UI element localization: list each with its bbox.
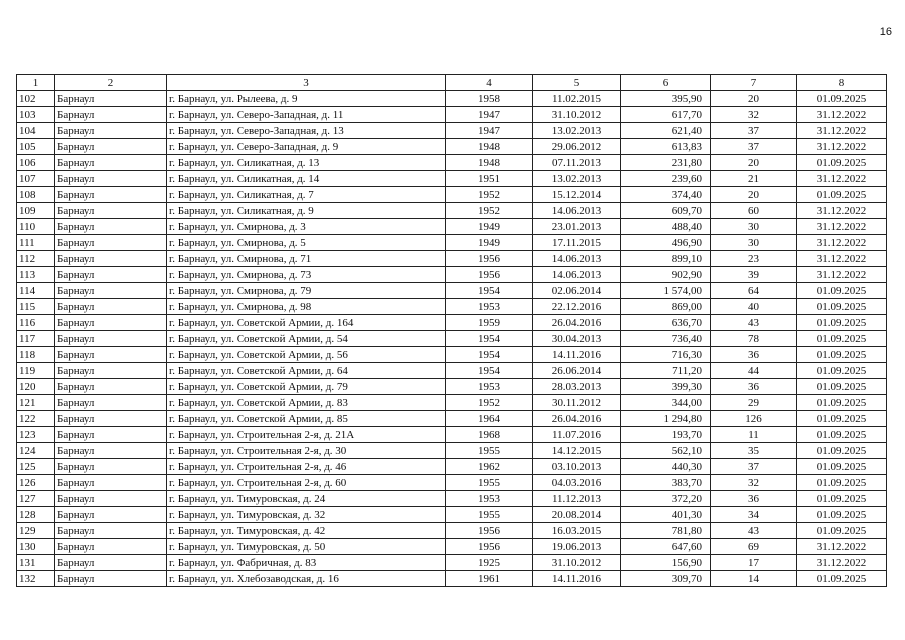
year-built-cell: 1955 (446, 443, 533, 459)
row-number-cell: 109 (17, 203, 55, 219)
date-cell: 30.11.2012 (533, 395, 621, 411)
count-cell: 17 (711, 555, 797, 571)
row-number-cell: 120 (17, 379, 55, 395)
row-number-cell: 104 (17, 123, 55, 139)
area-cell: 902,90 (621, 267, 711, 283)
area-cell: 711,20 (621, 363, 711, 379)
year-built-cell: 1962 (446, 459, 533, 475)
row-number-cell: 105 (17, 139, 55, 155)
address-cell: г. Барнаул, ул. Советской Армии, д. 164 (167, 315, 446, 331)
area-cell: 647,60 (621, 539, 711, 555)
address-cell: г. Барнаул, ул. Смирнова, д. 71 (167, 251, 446, 267)
table-row (17, 411, 887, 427)
date-cell: 11.12.2013 (533, 491, 621, 507)
row-number-cell: 110 (17, 219, 55, 235)
table-row (17, 91, 887, 107)
row-number-cell: 116 (17, 315, 55, 331)
date-cell: 15.12.2014 (533, 187, 621, 203)
count-cell: 36 (711, 347, 797, 363)
row-number-cell: 131 (17, 555, 55, 571)
count-cell: 30 (711, 219, 797, 235)
city-cell: Барнаул (55, 491, 167, 507)
year-built-cell: 1953 (446, 299, 533, 315)
table-row (17, 539, 887, 555)
address-cell: г. Барнаул, ул. Советской Армии, д. 56 (167, 347, 446, 363)
area-cell: 1 294,80 (621, 411, 711, 427)
year-built-cell: 1953 (446, 379, 533, 395)
year-built-cell: 1956 (446, 267, 533, 283)
year-built-cell: 1968 (446, 427, 533, 443)
row-number-cell: 132 (17, 571, 55, 587)
area-cell: 899,10 (621, 251, 711, 267)
area-cell: 440,30 (621, 459, 711, 475)
table-row (17, 363, 887, 379)
row-number-cell: 121 (17, 395, 55, 411)
table-row (17, 155, 887, 171)
city-cell: Барнаул (55, 219, 167, 235)
city-cell: Барнаул (55, 395, 167, 411)
count-cell: 39 (711, 267, 797, 283)
year-built-cell: 1949 (446, 235, 533, 251)
year-built-cell: 1925 (446, 555, 533, 571)
date-cell: 28.03.2013 (533, 379, 621, 395)
address-cell: г. Барнаул, ул. Тимуровская, д. 24 (167, 491, 446, 507)
deadline-cell: 01.09.2025 (797, 331, 887, 347)
address-cell: г. Барнаул, ул. Смирнова, д. 5 (167, 235, 446, 251)
table-header-row (17, 75, 887, 91)
housing-registry-table (16, 74, 887, 587)
address-cell: г. Барнаул, ул. Смирнова, д. 98 (167, 299, 446, 315)
count-cell: 23 (711, 251, 797, 267)
address-cell: г. Барнаул, ул. Смирнова, д. 3 (167, 219, 446, 235)
year-built-cell: 1955 (446, 507, 533, 523)
city-cell: Барнаул (55, 235, 167, 251)
count-cell: 44 (711, 363, 797, 379)
area-cell: 781,80 (621, 523, 711, 539)
year-built-cell: 1961 (446, 571, 533, 587)
city-cell: Барнаул (55, 171, 167, 187)
address-cell: г. Барнаул, ул. Советской Армии, д. 54 (167, 331, 446, 347)
area-cell: 1 574,00 (621, 283, 711, 299)
date-cell: 07.11.2013 (533, 155, 621, 171)
count-cell: 21 (711, 171, 797, 187)
address-cell: г. Барнаул, ул. Строительная 2-я, д. 46 (167, 459, 446, 475)
address-cell: г. Барнаул, ул. Советской Армии, д. 83 (167, 395, 446, 411)
address-cell: г. Барнаул, ул. Тимуровская, д. 50 (167, 539, 446, 555)
count-cell: 69 (711, 539, 797, 555)
deadline-cell: 01.09.2025 (797, 379, 887, 395)
count-cell: 20 (711, 91, 797, 107)
count-cell: 20 (711, 187, 797, 203)
count-cell: 37 (711, 139, 797, 155)
table-row (17, 459, 887, 475)
row-number-cell: 118 (17, 347, 55, 363)
city-cell: Барнаул (55, 267, 167, 283)
area-cell: 869,00 (621, 299, 711, 315)
year-built-cell: 1949 (446, 219, 533, 235)
year-built-cell: 1954 (446, 331, 533, 347)
year-built-cell: 1959 (446, 315, 533, 331)
count-cell: 43 (711, 315, 797, 331)
date-cell: 11.07.2016 (533, 427, 621, 443)
date-cell: 14.06.2013 (533, 251, 621, 267)
table-row (17, 395, 887, 411)
year-built-cell: 1956 (446, 539, 533, 555)
table-row (17, 347, 887, 363)
table-row (17, 235, 887, 251)
column-header: 8 (797, 75, 887, 91)
table-row (17, 443, 887, 459)
area-cell: 609,70 (621, 203, 711, 219)
city-cell: Барнаул (55, 155, 167, 171)
date-cell: 14.11.2016 (533, 347, 621, 363)
column-header: 3 (167, 75, 446, 91)
count-cell: 20 (711, 155, 797, 171)
city-cell: Барнаул (55, 571, 167, 587)
count-cell: 126 (711, 411, 797, 427)
deadline-cell: 31.12.2022 (797, 219, 887, 235)
address-cell: г. Барнаул, ул. Тимуровская, д. 42 (167, 523, 446, 539)
deadline-cell: 31.12.2022 (797, 139, 887, 155)
city-cell: Барнаул (55, 443, 167, 459)
city-cell: Барнаул (55, 299, 167, 315)
year-built-cell: 1948 (446, 155, 533, 171)
count-cell: 60 (711, 203, 797, 219)
column-header: 5 (533, 75, 621, 91)
date-cell: 26.04.2016 (533, 411, 621, 427)
row-number-cell: 112 (17, 251, 55, 267)
date-cell: 31.10.2012 (533, 555, 621, 571)
city-cell: Барнаул (55, 507, 167, 523)
area-cell: 156,90 (621, 555, 711, 571)
area-cell: 617,70 (621, 107, 711, 123)
year-built-cell: 1954 (446, 347, 533, 363)
table-row (17, 507, 887, 523)
city-cell: Барнаул (55, 459, 167, 475)
year-built-cell: 1947 (446, 123, 533, 139)
area-cell: 231,80 (621, 155, 711, 171)
area-cell: 399,30 (621, 379, 711, 395)
row-number-cell: 108 (17, 187, 55, 203)
city-cell: Барнаул (55, 139, 167, 155)
count-cell: 32 (711, 475, 797, 491)
address-cell: г. Барнаул, ул. Силикатная, д. 14 (167, 171, 446, 187)
table-row (17, 139, 887, 155)
row-number-cell: 107 (17, 171, 55, 187)
row-number-cell: 129 (17, 523, 55, 539)
count-cell: 43 (711, 523, 797, 539)
deadline-cell: 01.09.2025 (797, 475, 887, 491)
area-cell: 344,00 (621, 395, 711, 411)
date-cell: 30.04.2013 (533, 331, 621, 347)
deadline-cell: 01.09.2025 (797, 427, 887, 443)
date-cell: 13.02.2013 (533, 123, 621, 139)
count-cell: 35 (711, 443, 797, 459)
deadline-cell: 31.12.2022 (797, 235, 887, 251)
year-built-cell: 1958 (446, 91, 533, 107)
row-number-cell: 111 (17, 235, 55, 251)
table-row (17, 315, 887, 331)
count-cell: 37 (711, 123, 797, 139)
year-built-cell: 1952 (446, 395, 533, 411)
row-number-cell: 103 (17, 107, 55, 123)
area-cell: 374,40 (621, 187, 711, 203)
address-cell: г. Барнаул, ул. Силикатная, д. 7 (167, 187, 446, 203)
area-cell: 562,10 (621, 443, 711, 459)
count-cell: 11 (711, 427, 797, 443)
deadline-cell: 01.09.2025 (797, 443, 887, 459)
deadline-cell: 01.09.2025 (797, 155, 887, 171)
date-cell: 17.11.2015 (533, 235, 621, 251)
date-cell: 22.12.2016 (533, 299, 621, 315)
address-cell: г. Барнаул, ул. Тимуровская, д. 32 (167, 507, 446, 523)
count-cell: 36 (711, 491, 797, 507)
date-cell: 16.03.2015 (533, 523, 621, 539)
date-cell: 03.10.2013 (533, 459, 621, 475)
address-cell: г. Барнаул, ул. Строительная 2-я, д. 60 (167, 475, 446, 491)
deadline-cell: 01.09.2025 (797, 507, 887, 523)
address-cell: г. Барнаул, ул. Рылеева, д. 9 (167, 91, 446, 107)
count-cell: 78 (711, 331, 797, 347)
row-number-cell: 127 (17, 491, 55, 507)
table-row (17, 219, 887, 235)
table-row (17, 523, 887, 539)
year-built-cell: 1955 (446, 475, 533, 491)
deadline-cell: 31.12.2022 (797, 251, 887, 267)
row-number-cell: 102 (17, 91, 55, 107)
address-cell: г. Барнаул, ул. Фабричная, д. 83 (167, 555, 446, 571)
table-row (17, 203, 887, 219)
date-cell: 29.06.2012 (533, 139, 621, 155)
area-cell: 372,20 (621, 491, 711, 507)
deadline-cell: 31.12.2022 (797, 123, 887, 139)
date-cell: 13.02.2013 (533, 171, 621, 187)
deadline-cell: 01.09.2025 (797, 571, 887, 587)
address-cell: г. Барнаул, ул. Смирнова, д. 73 (167, 267, 446, 283)
deadline-cell: 01.09.2025 (797, 187, 887, 203)
address-cell: г. Барнаул, ул. Северо-Западная, д. 9 (167, 139, 446, 155)
deadline-cell: 31.12.2022 (797, 267, 887, 283)
date-cell: 19.06.2013 (533, 539, 621, 555)
row-number-cell: 106 (17, 155, 55, 171)
city-cell: Барнаул (55, 379, 167, 395)
count-cell: 32 (711, 107, 797, 123)
row-number-cell: 128 (17, 507, 55, 523)
year-built-cell: 1954 (446, 283, 533, 299)
address-cell: г. Барнаул, ул. Строительная 2-я, д. 21А (167, 427, 446, 443)
table-row (17, 571, 887, 587)
address-cell: г. Барнаул, ул. Силикатная, д. 13 (167, 155, 446, 171)
area-cell: 716,30 (621, 347, 711, 363)
table-row (17, 267, 887, 283)
address-cell: г. Барнаул, ул. Советской Армии, д. 85 (167, 411, 446, 427)
area-cell: 613,83 (621, 139, 711, 155)
date-cell: 26.06.2014 (533, 363, 621, 379)
address-cell: г. Барнаул, ул. Северо-Западная, д. 11 (167, 107, 446, 123)
date-cell: 14.06.2013 (533, 203, 621, 219)
area-cell: 395,90 (621, 91, 711, 107)
table-row (17, 251, 887, 267)
row-number-cell: 114 (17, 283, 55, 299)
city-cell: Барнаул (55, 347, 167, 363)
column-header: 6 (621, 75, 711, 91)
deadline-cell: 01.09.2025 (797, 459, 887, 475)
deadline-cell: 31.12.2022 (797, 203, 887, 219)
date-cell: 02.06.2014 (533, 283, 621, 299)
address-cell: г. Барнаул, ул. Хлебозаводская, д. 16 (167, 571, 446, 587)
city-cell: Барнаул (55, 91, 167, 107)
city-cell: Барнаул (55, 251, 167, 267)
date-cell: 04.03.2016 (533, 475, 621, 491)
address-cell: г. Барнаул, ул. Строительная 2-я, д. 30 (167, 443, 446, 459)
area-cell: 488,40 (621, 219, 711, 235)
year-built-cell: 1953 (446, 491, 533, 507)
deadline-cell: 01.09.2025 (797, 363, 887, 379)
table-row (17, 123, 887, 139)
deadline-cell: 01.09.2025 (797, 283, 887, 299)
table-row (17, 107, 887, 123)
column-header: 1 (17, 75, 55, 91)
table-row (17, 331, 887, 347)
address-cell: г. Барнаул, ул. Советской Армии, д. 64 (167, 363, 446, 379)
city-cell: Барнаул (55, 331, 167, 347)
deadline-cell: 01.09.2025 (797, 491, 887, 507)
deadline-cell: 01.09.2025 (797, 523, 887, 539)
count-cell: 34 (711, 507, 797, 523)
table-row (17, 555, 887, 571)
row-number-cell: 126 (17, 475, 55, 491)
table-row (17, 491, 887, 507)
city-cell: Барнаул (55, 363, 167, 379)
row-number-cell: 122 (17, 411, 55, 427)
year-built-cell: 1952 (446, 203, 533, 219)
deadline-cell: 01.09.2025 (797, 395, 887, 411)
count-cell: 30 (711, 235, 797, 251)
deadline-cell: 31.12.2022 (797, 107, 887, 123)
table-row (17, 299, 887, 315)
city-cell: Барнаул (55, 283, 167, 299)
table-row (17, 187, 887, 203)
area-cell: 239,60 (621, 171, 711, 187)
deadline-cell: 31.12.2022 (797, 539, 887, 555)
deadline-cell: 31.12.2022 (797, 555, 887, 571)
address-cell: г. Барнаул, ул. Смирнова, д. 79 (167, 283, 446, 299)
deadline-cell: 01.09.2025 (797, 91, 887, 107)
table-row (17, 171, 887, 187)
date-cell: 14.06.2013 (533, 267, 621, 283)
row-number-cell: 125 (17, 459, 55, 475)
city-cell: Барнаул (55, 315, 167, 331)
row-number-cell: 117 (17, 331, 55, 347)
row-number-cell: 123 (17, 427, 55, 443)
city-cell: Барнаул (55, 427, 167, 443)
year-built-cell: 1956 (446, 251, 533, 267)
area-cell: 496,90 (621, 235, 711, 251)
address-cell: г. Барнаул, ул. Северо-Западная, д. 13 (167, 123, 446, 139)
area-cell: 736,40 (621, 331, 711, 347)
date-cell: 26.04.2016 (533, 315, 621, 331)
city-cell: Барнаул (55, 539, 167, 555)
year-built-cell: 1954 (446, 363, 533, 379)
city-cell: Барнаул (55, 555, 167, 571)
row-number-cell: 124 (17, 443, 55, 459)
city-cell: Барнаул (55, 203, 167, 219)
city-cell: Барнаул (55, 411, 167, 427)
deadline-cell: 31.12.2022 (797, 171, 887, 187)
date-cell: 31.10.2012 (533, 107, 621, 123)
year-built-cell: 1956 (446, 523, 533, 539)
year-built-cell: 1947 (446, 107, 533, 123)
row-number-cell: 130 (17, 539, 55, 555)
column-header: 7 (711, 75, 797, 91)
row-number-cell: 115 (17, 299, 55, 315)
date-cell: 11.02.2015 (533, 91, 621, 107)
deadline-cell: 01.09.2025 (797, 315, 887, 331)
area-cell: 621,40 (621, 123, 711, 139)
date-cell: 23.01.2013 (533, 219, 621, 235)
column-header: 2 (55, 75, 167, 91)
count-cell: 29 (711, 395, 797, 411)
area-cell: 309,70 (621, 571, 711, 587)
table-row (17, 283, 887, 299)
city-cell: Барнаул (55, 187, 167, 203)
area-cell: 401,30 (621, 507, 711, 523)
count-cell: 36 (711, 379, 797, 395)
count-cell: 37 (711, 459, 797, 475)
city-cell: Барнаул (55, 123, 167, 139)
count-cell: 40 (711, 299, 797, 315)
city-cell: Барнаул (55, 475, 167, 491)
area-cell: 383,70 (621, 475, 711, 491)
deadline-cell: 01.09.2025 (797, 411, 887, 427)
date-cell: 20.08.2014 (533, 507, 621, 523)
deadline-cell: 01.09.2025 (797, 347, 887, 363)
table-row (17, 379, 887, 395)
city-cell: Барнаул (55, 107, 167, 123)
table-row (17, 427, 887, 443)
count-cell: 64 (711, 283, 797, 299)
city-cell: Барнаул (55, 523, 167, 539)
area-cell: 636,70 (621, 315, 711, 331)
page-number: 16 (879, 26, 892, 38)
address-cell: г. Барнаул, ул. Советской Армии, д. 79 (167, 379, 446, 395)
table-row (17, 475, 887, 491)
count-cell: 14 (711, 571, 797, 587)
row-number-cell: 119 (17, 363, 55, 379)
area-cell: 193,70 (621, 427, 711, 443)
year-built-cell: 1948 (446, 139, 533, 155)
column-header: 4 (446, 75, 533, 91)
year-built-cell: 1964 (446, 411, 533, 427)
date-cell: 14.12.2015 (533, 443, 621, 459)
year-built-cell: 1952 (446, 187, 533, 203)
address-cell: г. Барнаул, ул. Силикатная, д. 9 (167, 203, 446, 219)
row-number-cell: 113 (17, 267, 55, 283)
year-built-cell: 1951 (446, 171, 533, 187)
date-cell: 14.11.2016 (533, 571, 621, 587)
deadline-cell: 01.09.2025 (797, 299, 887, 315)
